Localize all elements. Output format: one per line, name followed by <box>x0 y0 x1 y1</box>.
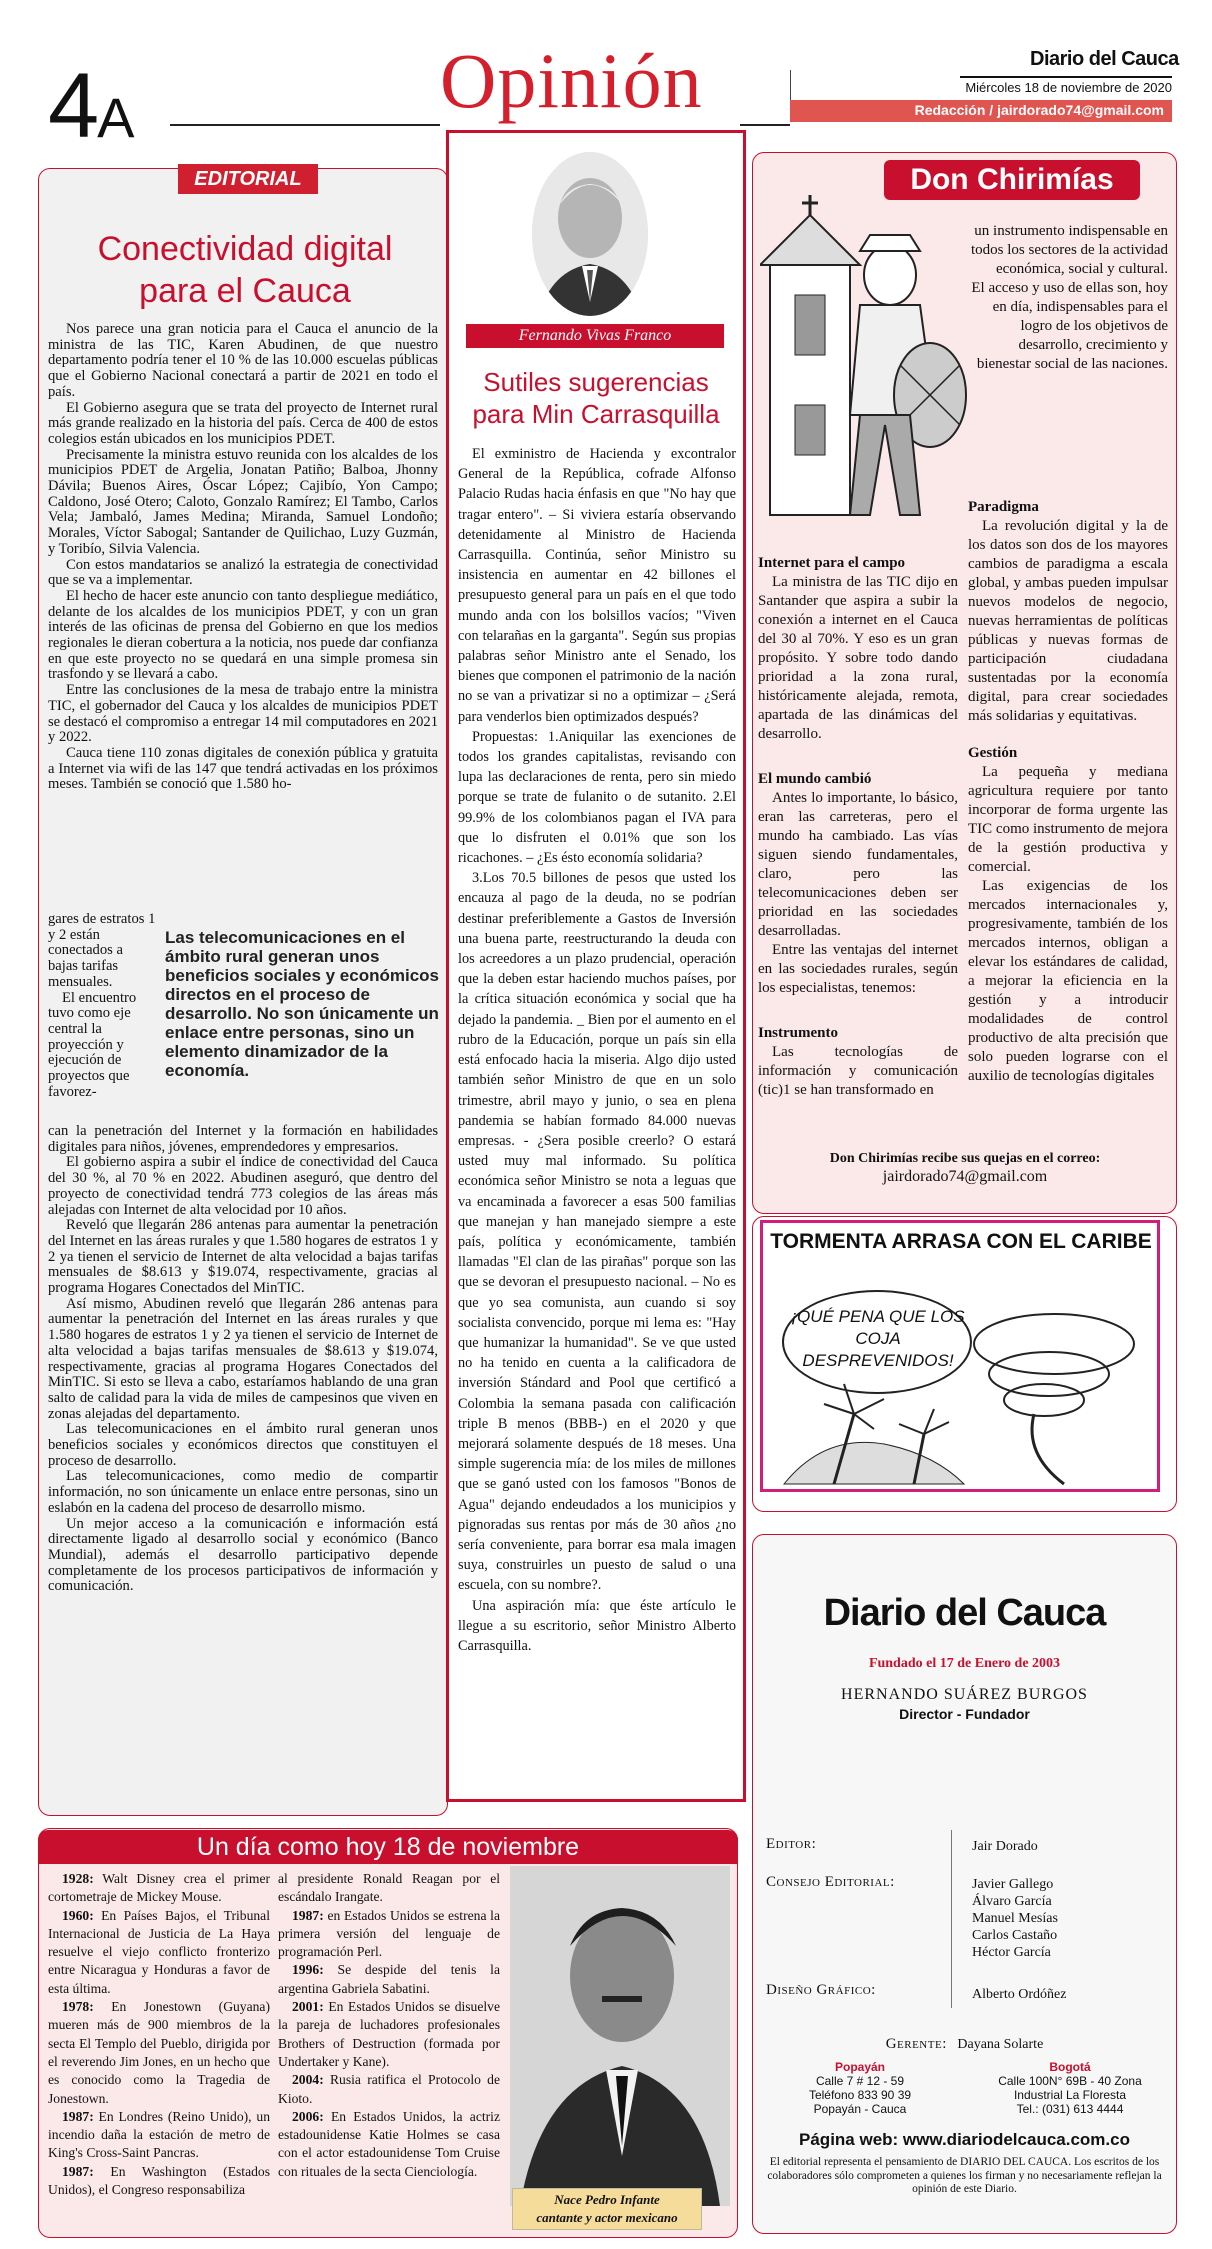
on-this-day-title: Un día como hoy 18 de noviembre <box>38 1830 738 1864</box>
website-link[interactable]: Página web: www.diariodelcauca.com.co <box>799 2130 1130 2149</box>
editorial-paragraph: Reveló que llegarán 286 antenas para aumentar la penetración del Internet en las áreas rurales y que 1.580 hogares de estratos 1 y 2 ya tienen el servicio de Internet de alta velocidad a bajas tarifas mensuales de $8.613 y $19.074, respectivamente, gracias al programa Hogares Conectados del MinTIC. <box>48 1217 438 1297</box>
editor-label: Editor: <box>766 1836 817 1852</box>
history-item: 2006: En Estados Unidos, la actriz estadounidense Katie Holmes se casa con el actor estadounidense Tom Cruise con rituales de la secta Cienciología. <box>278 2108 500 2179</box>
don-paragraph: Las tecnologías de información y comunicación (tic)1 se han transformado en <box>758 1044 958 1098</box>
don-paragraph: Entre las ventajas del internet en las sociedades rurales, según los especialistas, tenemos: <box>758 942 958 996</box>
don-paragraph: El acceso y uso de ellas son, hoy en día, indispensables para el logro de los objetivos de desarrollo, crecimiento y bienestar social de las naciones. <box>971 280 1168 372</box>
office-line: Popayán - Cauca <box>813 2102 907 2116</box>
editorial-paragraph: can la penetración del Internet y la formación en habilidades digitales para niños, jóvenes, emprendedores y empresarios. <box>48 1123 438 1155</box>
masthead-director: HERNANDO SUÁREZ BURGOS <box>841 1686 1088 1703</box>
masthead-logo: Diario del Cauca <box>823 1592 1106 1634</box>
history-item: 1978: En Jonestown (Guyana) mueren más de 900 miembros de la secta El Templo del Pueblo, dirigida por el reverendo Jim Jones, en un hecho que es conocido como la Tragedia de Jonestown. <box>48 1999 270 2106</box>
office-popayan <box>760 2060 960 2116</box>
column-body <box>458 444 736 1656</box>
editorial-paragraph: Las telecomunicaciones, como medio de compartir información, no son únicamente un enlace entre personas, sino un eslabón en la cadena del proceso de desarrollo mismo. <box>48 1468 438 1516</box>
issue-date: Miércoles 18 de noviembre de 2020 <box>965 80 1172 95</box>
portrait-icon <box>510 1866 730 2206</box>
history-item: 1987: En Londres (Reino Unido), un incendio daña la estación de metro de King's Cross-Saint Pancras. <box>48 2108 270 2161</box>
author-photo <box>532 152 648 316</box>
column-paragraph: 3.Los 70.5 billones de pesos que usted los encauza al pago de la deuda, no se podrían destinar preferiblemente a Gastos de Inversión una buena parte, reestructurando la deuda con los acreedores a un plazo prudencial, operación que la deben estar haciendo muchos países, por la crítica situación económica y social que ha dejado la pandemia. _ Bien por el aumento en el rubro de la Educación, porque un país sin ella está enfocado hacia la miseria. Algo dijo usted también señor Ministro de que en un solo trimestre, abril mayo y junio, o sea en plena pandemia se habían formado 84.000 nuevas empresas. - ¿Sera posible creerlo? O estará usted muy mal informado. Su política económica señor Ministro se nota a leguas que va encaminada a favorecer a esas 500 familias que manejan y han manejado siempre a este país, política y económicamente, también llamadas "El clan de las pirañas" porque son las que se devoran el presupuesto nacional. – No es que yo sea comunista, aun cuando si soy socialista convencido, porque mi lema es: "Hay que humanizar la humanidad". Se ve que usted no ha tenido en cuenta a la calificadora de inversión Stándard and Pool que certificó a Colombia la semana pasada con calificación triple B menos (BBB-) en el 2020 y que mejorará solamente después de 18 meses. Una simple sugerencia mía: de los miles de millones que se ganó usted con los famosos "Bonos de Agua" dejando endeudados a los municipios y pignoradas sus rentas por más de 30 años ¿no sería conveniente, para borrar esa mala imagen suya, construirles un puesto de salud o una escuela, con su nombre?. <box>458 870 736 1594</box>
staff-divider <box>951 1830 952 2008</box>
page-number: 4A <box>48 55 133 157</box>
gerente-line <box>752 2036 1177 2053</box>
paper-name-rule <box>960 76 1172 78</box>
don-subheading: Paradigma <box>968 499 1039 515</box>
consejo-member: Héctor García <box>972 1945 1051 1960</box>
don-subheading: Internet para el campo <box>758 555 906 571</box>
history-item: 1960: En Países Bajos, el Tribunal Internacional de Justicia de La Haya resuelve el viejo conflicto fronterizo entre Nicaragua y Honduras a favor de esta última. <box>48 1907 270 1996</box>
diseno-name: Alberto Ordóñez <box>972 1987 1067 2002</box>
editorial-side-text <box>48 912 156 1100</box>
masthead-director-role: Director - Fundador <box>899 1706 1030 1722</box>
history-item: 1987: En Washington (Estados Unidos), el Congreso responsabiliza <box>48 2163 270 2198</box>
caption-line: cantante y actor mexicano <box>536 2210 678 2225</box>
don-paragraph: Las exigencias de los mercados internacionales y, progresivamente, también de los mercados internos, obligan a elevar los estándares de calidad, a mejorar la eficiencia en la gestión y a introducir modalidades de control productivo de alta precisión que solo pueden lograrse con el auxilio de tecnologías digitales <box>968 878 1168 1084</box>
photo-caption <box>512 2188 702 2230</box>
consejo-member: Javier Gallego <box>972 1877 1054 1892</box>
editorial-paragraph: Así mismo, Abudinen reveló que llegarán 286 antenas para aumentar la penetración del Internet en las áreas rurales y que 1.580 hogares de estratos 1 y 2 ya tienen el servicio de Internet de alta velocidad a bajas tarifas mensuales de $8.613 y $19.074, respectivamente, gracias al programa Hogares Conectados del MinTIC. Si esto se lleva a cabo, estaríamos hablando de una gran salto de calidad para la vida de miles de campesinos que viven en zonas alejadas del departamento. <box>48 1295 438 1422</box>
gerente-label: Gerente: <box>885 2036 947 2052</box>
redaccion-email[interactable]: Redacción / jairdorado74@gmail.com <box>790 100 1172 122</box>
consejo-list <box>972 1876 1058 1961</box>
don-paragraph: Antes lo importante, lo básico, eran las carreteras, pero el mundo ha cambiado. Las vías siguen siendo fundamentales, claro, pero las telecomunicaciones deben ser prioridad en las sociedades desarrolladas. <box>758 790 958 939</box>
pedro-infante-photo <box>510 1866 730 2206</box>
office-line: Industrial La Floresta <box>1013 2088 1127 2102</box>
editorial-paragraph: El encuentro tuvo como eje central la proyección y ejecución de proyectos que favorez- <box>48 989 137 1100</box>
gerente-name: Dayana Solarte <box>957 2037 1044 2052</box>
editorial-paragraph: Entre las conclusiones de la mesa de trabajo entre la ministra TIC, el gobernador del Cauca y los alcaldes de municipios PDET se destacó el compromiso a entregar 14 mil computadores en 2021 y 2022. <box>48 682 438 746</box>
section-title: Opinión <box>440 37 703 124</box>
editorial-body-continued <box>48 1124 438 1595</box>
don-contact-label: Don Chirimías recibe sus quejas en el correo: <box>829 1151 1101 1166</box>
masthead-founded: Fundado el 17 de Enero de 2003 <box>868 1656 1061 1671</box>
don-paragraph: La revolución digital y la de los datos son dos de los mayores cambios de paradigma a escala global, y ambas pueden impulsar nuevos modelos de negocio, nuevas herramientas de políticas públicas y nuevas formas de participación ciudadana sustentadas por la economía digital, para crear sociedades más solidarias y equitativas. <box>968 518 1168 724</box>
don-intro-text <box>968 222 1168 374</box>
editorial-paragraph: Cauca tiene 110 zonas digitales de conexión pública y gratuita a Internet via wifi de las 147 que tendrá activadas en los próximos meses. También se conoció que 1.580 ho- <box>48 744 438 793</box>
office-city: Bogotá <box>1049 2060 1091 2074</box>
history-item: 1928: Walt Disney crea el primer cortometraje de Mickey Mouse. <box>48 1871 270 1905</box>
on-this-day-column-1 <box>48 1870 270 2199</box>
column-paragraph: Propuestas: 1.Aniquilar las exenciones de todos los grandes capitalistas, revisando con lupa las declaraciones de renta, pero sin miedo porque se trate de fulanito o de sutanito. 2.El 99.9% de los colombianos pagan el IVA para que lo disfruten el 0.01% que son los ricachones. – ¿Es ésto economía solidaria? <box>458 728 736 867</box>
column-paragraph: Una aspiración mía: que éste artículo le llegue a su escritorio, señor Ministro Alberto Carrasquilla. <box>458 1597 736 1654</box>
editorial-paragraph: gares de estratos 1 y 2 están conectados a bajas tarifas mensuales. <box>48 911 156 990</box>
don-right-column <box>968 486 1168 1086</box>
don-subheading: El mundo cambió <box>758 771 872 787</box>
office-line: Tel.: (031) 613 4444 <box>1016 2102 1124 2116</box>
don-paragraph: La pequeña y mediana agricultura requiere por tanto incorporar de forma urgente las TIC como instrumento de mejora de la gestión productiva y comercial. <box>968 764 1168 875</box>
header-rule <box>740 124 790 126</box>
editorial-paragraph: Precisamente la ministra estuvo reunida con los alcaldes de los municipios PDET de Argelia, Jonatan Patiño; Balboa, Jhonny Dávila; Buenos Aires, Óscar López; Cajibío, Yon Campo; Caldono, José Otero; Caloto, Gonzalo Ramírez; El Tambo, Carlos Vela; Jambaló, James Medina; Miranda, Samuel Londoño; Morales, Víctor Sabogal; Santander de Quilichao, Luzy Guzmán, y Toribío, Silvia Valencia. <box>48 446 438 557</box>
history-item: 2004: Rusia ratifica el Protocolo de Kioto. <box>278 2072 500 2106</box>
header-rule <box>170 124 440 126</box>
don-paragraph: La ministra de las TIC dijo en Santander que aspira a subir la conexión a internet en el Cauca del 30 al 70%. Y eso es un gran propósito. Y sobre todo dando prioridad a la zona rural, históricamente alejada, remota, apartada de las dinámicas del desarrollo. <box>758 574 958 742</box>
don-contact-email[interactable]: jairdorado74@gmail.com <box>882 1168 1048 1185</box>
editorial-paragraph: Con estos mandatarios se analizó la estrategia de conectividad que se va a implementar. <box>48 556 438 589</box>
editorial-paragraph: El hecho de hacer este anuncio con tanto despliegue mediático, delante de los alcaldes de los municipios PDET, y con un gran interés de las oficinas de prensa del Gobierno en que los medios regionales le dieran cobertura a la noticia, nos puede dar confianza en que este proyecto no se quedará en una simple promesa sin trasfondo y se llevará a cabo. <box>48 587 438 683</box>
caption-line: Nace Pedro Infante <box>554 2192 660 2207</box>
don-subheading: Gestión <box>968 745 1018 761</box>
paper-name: Diario del Cauca <box>1030 48 1179 70</box>
history-item: 1996: Se despide del tenis la argentina Gabriela Sabatini. <box>278 1962 500 1996</box>
history-item: 1987: en Estados Unidos se estrena la primera versión del lenguaje de programación Perl. <box>278 1907 500 1960</box>
office-bogota <box>970 2060 1170 2116</box>
on-this-day-column-2 <box>278 1870 500 2181</box>
editorial-body <box>48 322 438 793</box>
don-left-column <box>758 542 958 1100</box>
drummer-illustration <box>760 195 970 535</box>
author-portrait-icon <box>532 152 648 316</box>
editor-name: Jair Dorado <box>972 1839 1038 1854</box>
don-chirimias-label: Don Chirimías <box>884 160 1140 200</box>
consejo-label: Consejo Editorial: <box>766 1874 895 1890</box>
office-city: Popayán <box>834 2060 885 2074</box>
history-item: 2001: En Estados Unidos se disuelve la pareja de luchadores profesionales Brothers of Destruction (formada por Undertaker y Kane). <box>278 1999 500 2069</box>
editorial-paragraph: Nos parece una gran noticia para el Cauca el anuncio de la ministra de las TIC, Karen Abudinen, de que nuestro departamento podría tener el 10 % de las 10.000 escuelas públicas que el Gobierno Nacional conectará a partir de 2021 en todo el país. <box>48 321 438 400</box>
cartoon-title: TORMENTA ARRASA CON EL CARIBE <box>770 1230 1152 1253</box>
consejo-member: Álvaro García <box>972 1894 1052 1909</box>
diseno-label: Diseño Gráfico: <box>766 1982 876 1998</box>
masthead-disclaimer: El editorial representa el pensamiento de DIARIO DEL CAUCA. Los escritos de los colaboradores sólo comprometen a quienes los firman y no necesariamente reflejan la opinión de este Diario. <box>767 2156 1162 2195</box>
office-line: Calle 7 # 12 - 59 <box>815 2074 905 2088</box>
editorial-label: EDITORIAL <box>178 164 318 194</box>
editorial-title: Conectividad digital para el Cauca <box>97 230 393 310</box>
editorial-paragraph: El gobierno aspira a subir el índice de conectividad del Cauca del 30 %, al 70 % en 2022. Abudinen aseguró, que dentro del proyecto de conectividad tendrá 773 colegios de las áreas más alejadas con Internet de alta velocidad por 10 años. <box>48 1154 438 1218</box>
office-line: Teléfono 833 90 39 <box>808 2088 912 2102</box>
history-item: al presidente Ronald Reagan por el escándalo Irangate. <box>278 1871 500 1905</box>
drummer-icon <box>760 195 970 535</box>
consejo-member: Carlos Castaño <box>972 1928 1058 1943</box>
don-subheading: Instrumento <box>758 1025 839 1041</box>
author-name: Fernando Vivas Franco <box>466 324 724 348</box>
don-contact <box>760 1150 1170 1186</box>
editorial-paragraph: Un mejor acceso a la comunicación e información está directamente ligado al desarrollo social y económico (Banco Mundial), además el desarrollo participativo depende completamente de los procesos participativos de información y comunicación. <box>48 1515 438 1595</box>
office-line: Calle 100N° 69B - 40 Zona <box>998 2074 1142 2088</box>
consejo-member: Manuel Mesías <box>972 1911 1058 1926</box>
column-paragraph: El exministro de Hacienda y excontralor General de la República, cofrade Alfonso Palacio Rudas hacia énfasis en que "No hay que tragar entero". – Si viviera estaría observando detenidamente al Ministro de Hacienda Carrasquilla. Continúa, señor Ministro su insistencia en aumentar en 42 billones el presupuesto general para un país en el que todo mundo anda con los bolsillos vacíos; "Viven con telarañas en la garganta". Según sus propias palabras señor Ministro ante el Senado, los bienes que componen el patrimonio de la nación no se van a privatizar si no a optimizar – ¿Será para venderlos bien optimizados después? <box>458 446 736 725</box>
editorial-pull-quote: Las telecomunicaciones en el ámbito rural generan unos beneficios sociales y económicos directos en el proceso de desarrollo. No son únicamente un enlace entre personas, sino un elemento dinamizador de la economía. <box>165 928 440 1080</box>
column-title: Sutiles sugerencias para Min Carrasquilla <box>472 367 720 429</box>
don-paragraph: un instrumento indispensable en todos los sectores de la actividad económica, social y cultural. <box>970 223 1168 277</box>
editorial-paragraph: Las telecomunicaciones en el ámbito rural generan unos beneficios sociales y económicos directos que constituyen el proceso de desarrollo. <box>48 1421 438 1469</box>
speech-bubble-text: ¡QUÉ PENA QUE LOS COJA DESPREVENIDOS! <box>791 1307 965 1370</box>
editorial-paragraph: El Gobierno asegura que se trata del proyecto de Internet rural más grande realizado en la historia del país. Cerca de 400 de estos colegios están ubicados en los municipios PDET. <box>48 399 438 447</box>
